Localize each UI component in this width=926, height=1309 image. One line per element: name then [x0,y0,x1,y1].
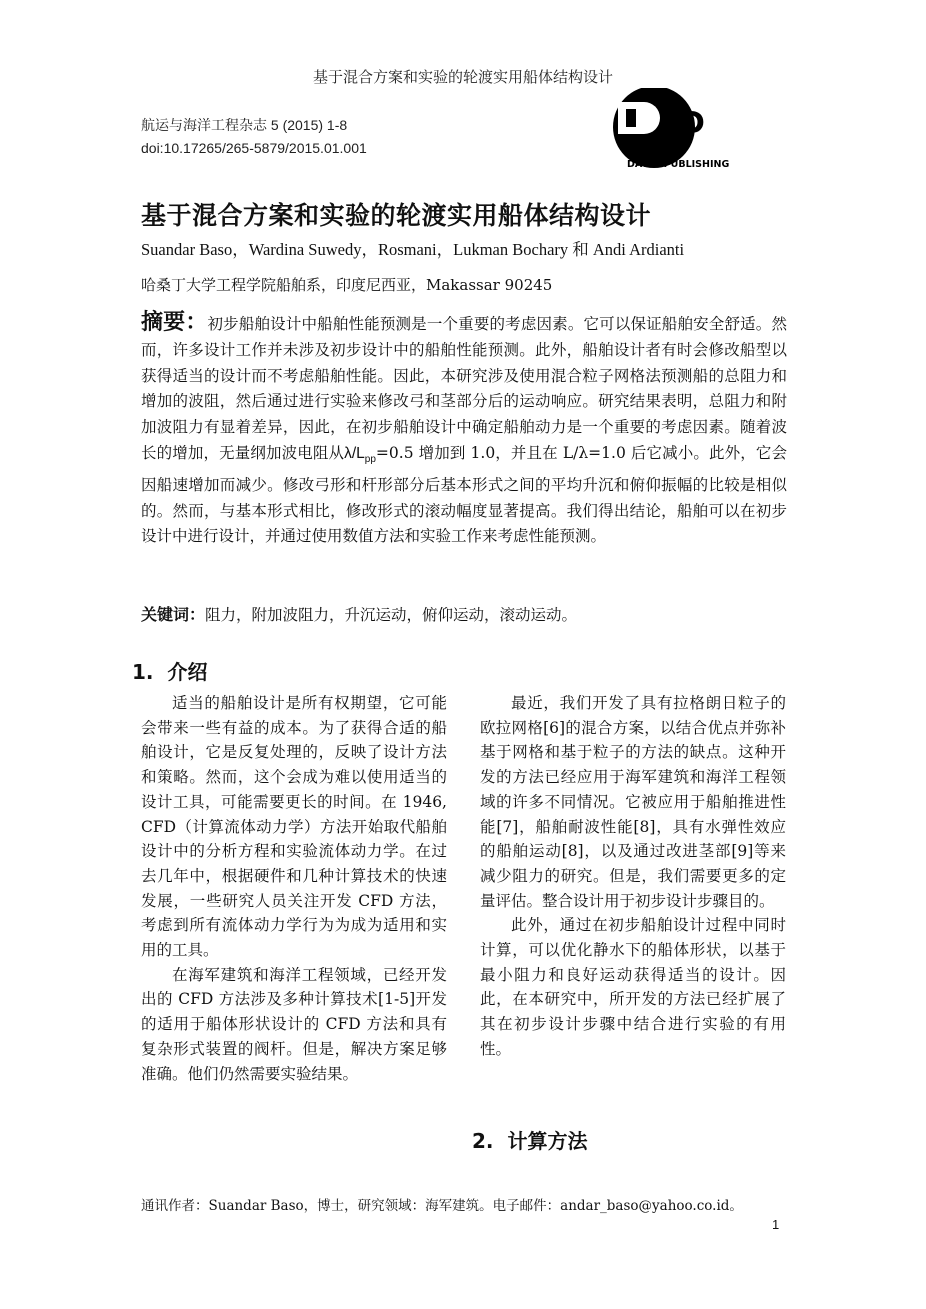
abstract-lambda-ratio: λ/L [344,444,365,462]
keywords-text: 阻力，附加波阻力，升沉运动，俯仰运动，滚动运动。 [205,606,578,624]
section-2-title: 计算方法 [507,1129,588,1153]
section-1-heading [132,656,207,685]
affiliation: 哈桑丁大学工程学院船舶系，印度尼西亚，Makassar 90245 [141,276,553,294]
abstract [141,310,787,550]
keywords [141,602,787,625]
logo-letter: D [680,106,705,141]
authors: Suandar Baso，Wardina Suwedy，Rosmani，Lukman Bochary 和 Andi Ardianti [141,240,685,259]
right-paragraph-1: 最近，我们开发了具有拉格朗日粒子的欧拉网格[6]的混合方案，以结合优点并弥补基于网格和基于粒子的方法的缺点。这种开发的方法已经应用于海军建筑和海洋工程领域的许多不同情况。它被应用于船舶推进性能[7]，船舶耐波性能[8]，具有水弹性效应的船舶运动[8]，以及通过改进茎部[9]等来减少阻力的研究。但是，我们需要更多的定量评估。整合设计用于初步设计步骤目的。 [480,694,786,910]
publisher-logo [604,88,760,178]
abstract-text-1: 初步船舶设计中船舶性能预测是一个重要的考虑因素。它可以保证船舶安全舒适。然而，许多设计工作并未涉及初步设计中的船舶性能预测。此外，船舶设计者有时会修改船型以获得适当的设计而不考虑船舶性能。因此，本研究涉及使用混合粒子网格法预测船的总阻力和增加的波阻，然后通过进行实验来修改弓和茎部分后的运动响应。研究结果表明，总阻力和附加波阻力有显着差异，因此，在初步船舶设计中确定船舶动力是一个重要的考虑因素。随着波长的增加，无量纲加波电阻从 [141,315,787,462]
section-1-number: 1. [132,660,154,684]
right-paragraph-2: 此外，通过在初步船舶设计过程中同时计算，可以优化静水下的船体形状，以基于最小阻力和良好运动获得适当的设计。因此，在本研究中，所开发的方法已经扩展了其在初步设计步骤中结合进行实验的有用性。 [480,916,786,1058]
publisher-logo-graphic [604,88,760,178]
footnote: 通讯作者：Suandar Baso，博士，研究领域：海军建筑。电子邮件：andar_baso@yahoo.co.id。 [141,1198,743,1214]
paper-title: 基于混合方案和实验的轮渡实用船体结构设计 [141,201,652,230]
section-2-heading [472,1125,587,1154]
keywords-heading: 关键词： [141,605,206,624]
section-2-number: 2. [472,1129,494,1153]
left-paragraph-2: 在海军建筑和海洋工程领域，已经开发出的 CFD 方法涉及多种计算技术[1-5]开发的适用于船体形状设计的 CFD 方法和具有复杂形式装置的阀杆。但是，解决方案足够准确。他们仍然需要实验结果。 [141,965,447,1083]
abstract-lambda-subscript: pp [364,454,376,466]
left-column [141,691,447,1086]
page-number: 1 [772,1217,780,1232]
left-paragraph-1: 适当的船舶设计是所有权期望，它可能会带来一些有益的成本。为了获得合适的船舶设计，它是反复处理的，反映了设计方法和策略。然而，这个会成为难以使用适当的设计工具，可能需要更长的时间。在 1946, CFD（计算流体动力学）方法开始取代船舶设计中的分析方程和实验流体动力学。在过去几年中，根据硬件和几种计算技术的快速发展，一些研究人员关注开发 CFD 方法，考虑到所有流体动力学行为为成为适用和实用的工具。 [141,694,447,960]
logo-text: DAVID PUBLISHING [627,159,730,170]
abstract-heading: 摘要： [141,310,208,335]
abstract-text-2: =0.5 增加到 1.0，并且在 L/λ=1.0 后它减小。此外，它会因船速增加而减少。修改弓形和杆形部分后基本形式之间的平均升沉和俯仰振幅的比较是相似的。然而，与基本形式相比，修改形式的滚动幅度显著提高。我们得出结论，船舶可以在初步设计中进行设计，并通过使用数值方法和实验工作来考虑性能预测。 [141,443,787,546]
section-1-title: 介绍 [167,660,208,684]
running-header: 基于混合方案和实验的轮渡实用船体结构设计 [312,68,613,86]
right-column [480,691,786,1062]
journal-citation: 航运与海洋工程杂志 5 (2015) 1-8 [141,117,348,133]
journal-doi: doi:10.17265/265-5879/2015.01.001 [141,140,367,156]
